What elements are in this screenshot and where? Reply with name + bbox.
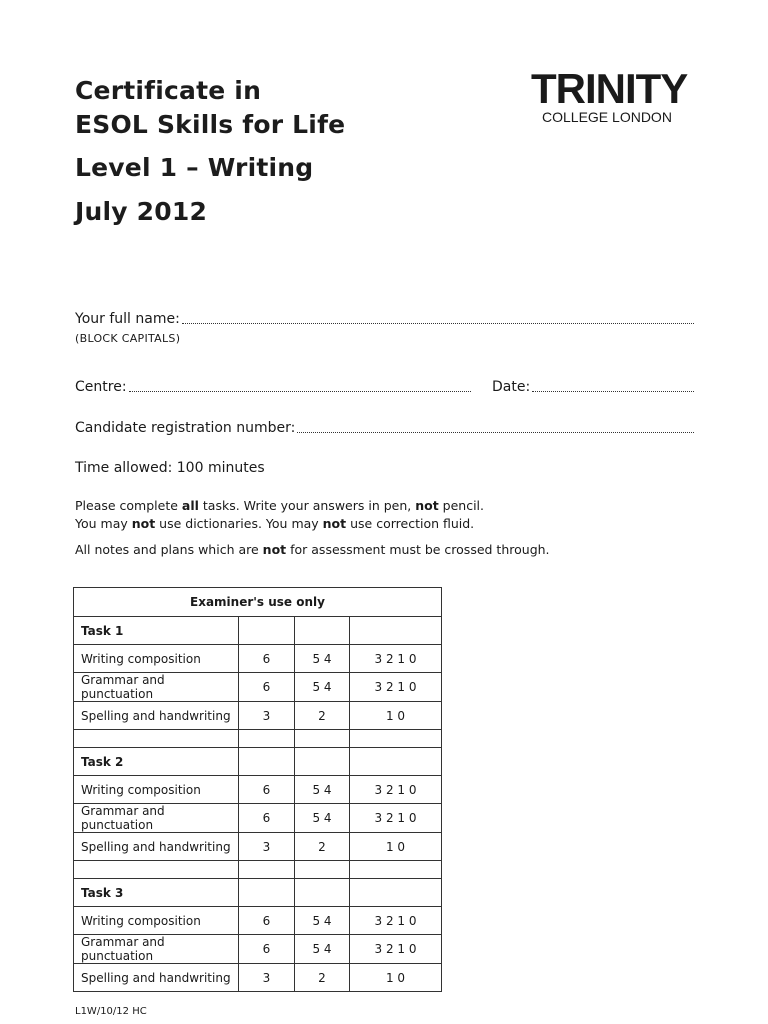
instr-emphasis: all <box>181 498 199 513</box>
criterion: Grammar and punctuation <box>74 804 239 833</box>
score-cell[interactable] <box>295 748 350 776</box>
score-option[interactable]: 1 0 <box>350 702 442 730</box>
instr-emphasis: not <box>322 516 347 531</box>
centre-field[interactable] <box>75 379 471 395</box>
table-row <box>74 964 442 992</box>
instr-text: use correction fluid. <box>346 516 475 531</box>
criterion: Spelling and handwriting <box>74 833 239 861</box>
table-row <box>74 907 442 935</box>
table-row <box>74 645 442 673</box>
score-option[interactable]: 5 4 <box>295 776 350 804</box>
score-option[interactable]: 3 <box>239 964 295 992</box>
title-esol: ESOL Skills for Life <box>75 110 346 139</box>
score-option[interactable]: 5 4 <box>295 645 350 673</box>
score-option[interactable]: 3 2 1 0 <box>350 673 442 702</box>
criterion: Spelling and handwriting <box>74 702 239 730</box>
table-row <box>74 935 442 964</box>
task-row <box>74 617 442 645</box>
full-name-line[interactable] <box>182 322 694 324</box>
score-cell[interactable] <box>239 879 295 907</box>
task-row <box>74 748 442 776</box>
time-allowed-value: 100 minutes <box>176 460 265 476</box>
instr-text: You may <box>75 516 132 531</box>
task-row <box>74 879 442 907</box>
criterion: Spelling and handwriting <box>74 964 239 992</box>
score-cell[interactable] <box>350 879 442 907</box>
instr-emphasis: not <box>415 498 439 513</box>
score-option[interactable]: 2 <box>295 964 350 992</box>
score-option[interactable]: 2 <box>295 702 350 730</box>
score-option[interactable]: 1 0 <box>350 833 442 861</box>
score-option[interactable]: 6 <box>239 673 295 702</box>
score-option[interactable]: 5 4 <box>295 935 350 964</box>
full-name-field[interactable] <box>75 311 694 327</box>
full-name-label: Your full name: <box>75 311 180 327</box>
criterion: Writing composition <box>74 645 239 673</box>
score-option[interactable]: 3 <box>239 702 295 730</box>
table-row <box>74 776 442 804</box>
spacer-row <box>74 861 442 879</box>
score-option[interactable]: 3 2 1 0 <box>350 804 442 833</box>
score-option[interactable]: 6 <box>239 645 295 673</box>
score-option[interactable]: 1 0 <box>350 964 442 992</box>
score-cell[interactable] <box>295 879 350 907</box>
score-option[interactable]: 6 <box>239 935 295 964</box>
date-line[interactable] <box>532 390 694 392</box>
registration-line[interactable] <box>297 431 694 433</box>
date-field[interactable] <box>492 379 694 395</box>
score-option[interactable]: 6 <box>239 776 295 804</box>
instructions-line-1 <box>75 497 484 515</box>
registration-label: Candidate registration number: <box>75 420 296 436</box>
registration-field[interactable] <box>75 420 694 436</box>
score-option[interactable]: 6 <box>239 804 295 833</box>
instructions-line-2 <box>75 515 474 533</box>
task-label: Task 3 <box>74 879 239 907</box>
score-cell[interactable] <box>239 748 295 776</box>
time-allowed-label: Time allowed: <box>75 460 173 476</box>
score-option[interactable]: 2 <box>295 833 350 861</box>
instr-text: tasks. Write your answers in pen, <box>198 498 416 513</box>
time-allowed <box>75 460 265 476</box>
trinity-logo: TRINITY <box>531 65 688 112</box>
score-cell[interactable] <box>350 748 442 776</box>
trinity-logo-subtitle: COLLEGE LONDON <box>542 109 672 125</box>
instructions-line-3 <box>75 541 550 559</box>
table-row <box>74 673 442 702</box>
instr-text: for assessment must be crossed through. <box>286 542 550 557</box>
block-capitals-note: (BLOCK CAPITALS) <box>75 332 181 345</box>
instr-emphasis: not <box>262 542 287 557</box>
score-option[interactable]: 3 2 1 0 <box>350 907 442 935</box>
instr-text: Please complete <box>75 498 182 513</box>
title-level: Level 1 – Writing <box>75 153 314 182</box>
score-option[interactable]: 3 2 1 0 <box>350 645 442 673</box>
criterion: Writing composition <box>74 776 239 804</box>
score-option[interactable]: 3 <box>239 833 295 861</box>
score-cell[interactable] <box>239 617 295 645</box>
score-option[interactable]: 6 <box>239 907 295 935</box>
instr-text: use dictionaries. You may <box>155 516 323 531</box>
score-cell[interactable] <box>295 617 350 645</box>
document-code: L1W/10/12 HC <box>75 1006 147 1017</box>
table-header-row <box>74 588 442 617</box>
task-label: Task 2 <box>74 748 239 776</box>
centre-line[interactable] <box>129 390 471 392</box>
examiner-use-header: Examiner's use only <box>74 588 442 617</box>
table-row <box>74 804 442 833</box>
date-label: Date: <box>492 379 531 395</box>
score-option[interactable]: 3 2 1 0 <box>350 935 442 964</box>
score-option[interactable]: 5 4 <box>295 907 350 935</box>
criterion: Grammar and punctuation <box>74 935 239 964</box>
title-date: July 2012 <box>75 197 208 226</box>
spacer-row <box>74 730 442 748</box>
score-option[interactable]: 5 4 <box>295 673 350 702</box>
criterion: Writing composition <box>74 907 239 935</box>
table-row <box>74 702 442 730</box>
score-option[interactable]: 3 2 1 0 <box>350 776 442 804</box>
centre-label: Centre: <box>75 379 127 395</box>
instr-text: pencil. <box>438 498 484 513</box>
instr-text: All notes and plans which are <box>75 542 263 557</box>
task-label: Task 1 <box>74 617 239 645</box>
criterion: Grammar and punctuation <box>74 673 239 702</box>
examiner-table <box>73 587 442 992</box>
score-option[interactable]: 5 4 <box>295 804 350 833</box>
title-certificate: Certificate in <box>75 76 262 105</box>
table-row <box>74 833 442 861</box>
instr-emphasis: not <box>131 516 156 531</box>
score-cell[interactable] <box>350 617 442 645</box>
